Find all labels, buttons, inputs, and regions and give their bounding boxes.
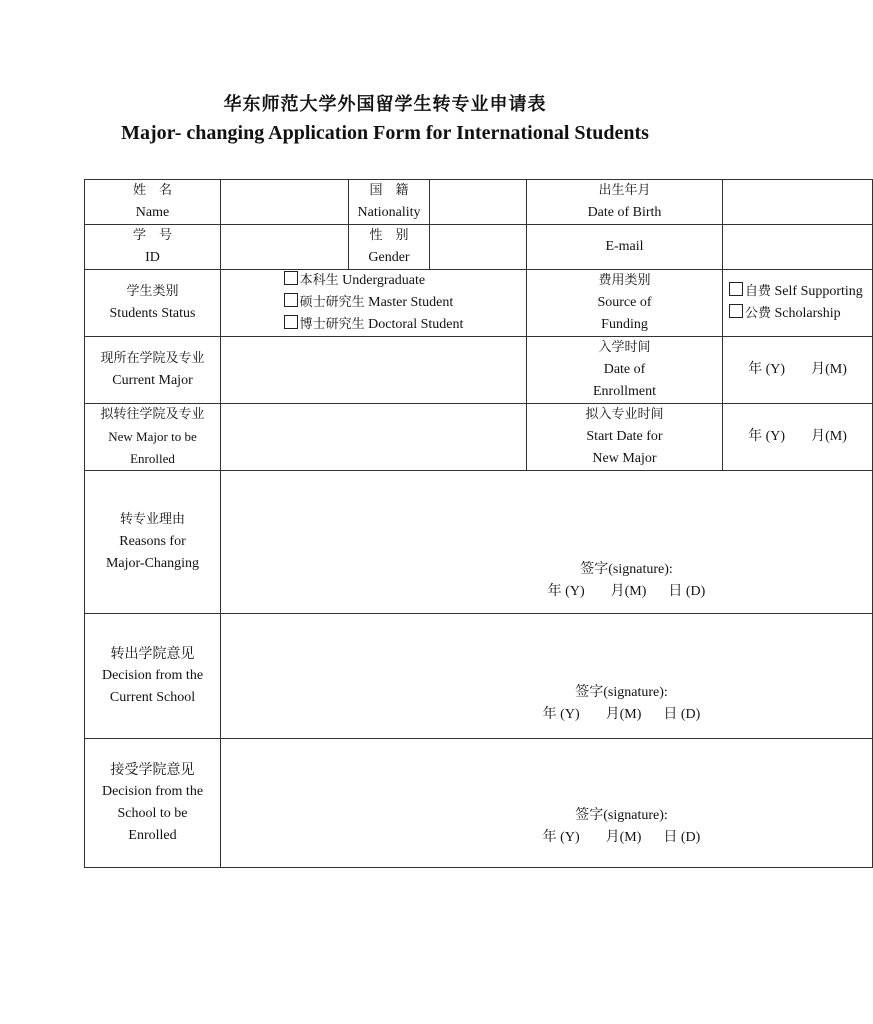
checkbox-icon[interactable] (729, 304, 743, 318)
gender-label: 性 别 Gender (349, 225, 430, 270)
email-field[interactable] (723, 225, 873, 270)
checkbox-icon[interactable] (729, 282, 743, 296)
form-title-chinese: 华东师范大学外国留学生转专业申请表 (223, 94, 547, 115)
funding-option-scholarship[interactable]: 公费 Scholarship (729, 303, 872, 325)
checkbox-icon[interactable] (284, 271, 298, 285)
nationality-field[interactable] (430, 180, 527, 225)
year-label: 年 (Y) (748, 429, 786, 444)
enrolled-school-decision-label: 接受学院意见 Decision from the School to be Enrolled (85, 739, 221, 868)
signature-label: 签字(signature): (575, 808, 668, 823)
funding-label: 费用类别 Source of Funding (527, 270, 723, 337)
start-date-label: 拟入专业时间 Start Date for New Major (527, 404, 723, 471)
new-major-field[interactable] (221, 404, 527, 471)
student-status-label: 学生类别 Students Status (85, 270, 221, 337)
signature-label: 签字(signature): (580, 562, 673, 577)
gender-field[interactable] (430, 225, 527, 270)
month-label: 月(M) (811, 429, 847, 444)
start-date-field[interactable] (723, 404, 873, 471)
email-label: E-mail (527, 225, 723, 270)
signature-date: 年 (Y) 月(M) 日 (D) (542, 707, 701, 722)
name-field[interactable] (221, 180, 349, 225)
current-major-label: 现所在学院及专业 Current Major (85, 337, 221, 404)
checkbox-icon[interactable] (284, 293, 298, 307)
month-label: 月(M) (811, 362, 847, 377)
id-label: 学 号 ID (85, 225, 221, 270)
form-title-english: Major- changing Application Form for International Students (121, 122, 649, 144)
reasons-field[interactable] (221, 471, 873, 614)
status-option-undergraduate[interactable]: 本科生 Undergraduate (284, 270, 464, 292)
name-label: 姓 名 Name (85, 180, 221, 225)
reasons-label: 转专业理由 Reasons for Major-Changing (85, 471, 221, 614)
signature-date: 年 (Y) 月(M) 日 (D) (547, 584, 706, 599)
year-label: 年 (Y) (748, 362, 786, 377)
funding-options (723, 270, 873, 337)
student-status-options (221, 270, 527, 337)
enrollment-date-label: 入学时间 Date of Enrollment (527, 337, 723, 404)
signature-label: 签字(signature): (575, 685, 668, 700)
status-option-master[interactable]: 硕士研究生 Master Student (284, 292, 464, 314)
current-school-decision-label: 转出学院意见 Decision from the Current School (85, 614, 221, 739)
enrolled-school-decision-field[interactable] (221, 739, 873, 868)
current-school-decision-field[interactable] (221, 614, 873, 739)
new-major-label: 拟转往学院及专业 New Major to be Enrolled (85, 404, 221, 471)
funding-option-self[interactable]: 自费 Self Supporting (729, 281, 872, 303)
application-form-table (84, 179, 873, 868)
status-option-doctoral[interactable]: 博士研究生 Doctoral Student (284, 314, 464, 336)
dob-label: 出生年月 Date of Birth (527, 180, 723, 225)
enrollment-date-field[interactable] (723, 337, 873, 404)
id-field[interactable] (221, 225, 349, 270)
nationality-label: 国 籍 Nationality (349, 180, 430, 225)
current-major-field[interactable] (221, 337, 527, 404)
checkbox-icon[interactable] (284, 315, 298, 329)
dob-field[interactable] (723, 180, 873, 225)
signature-date: 年 (Y) 月(M) 日 (D) (542, 830, 701, 845)
